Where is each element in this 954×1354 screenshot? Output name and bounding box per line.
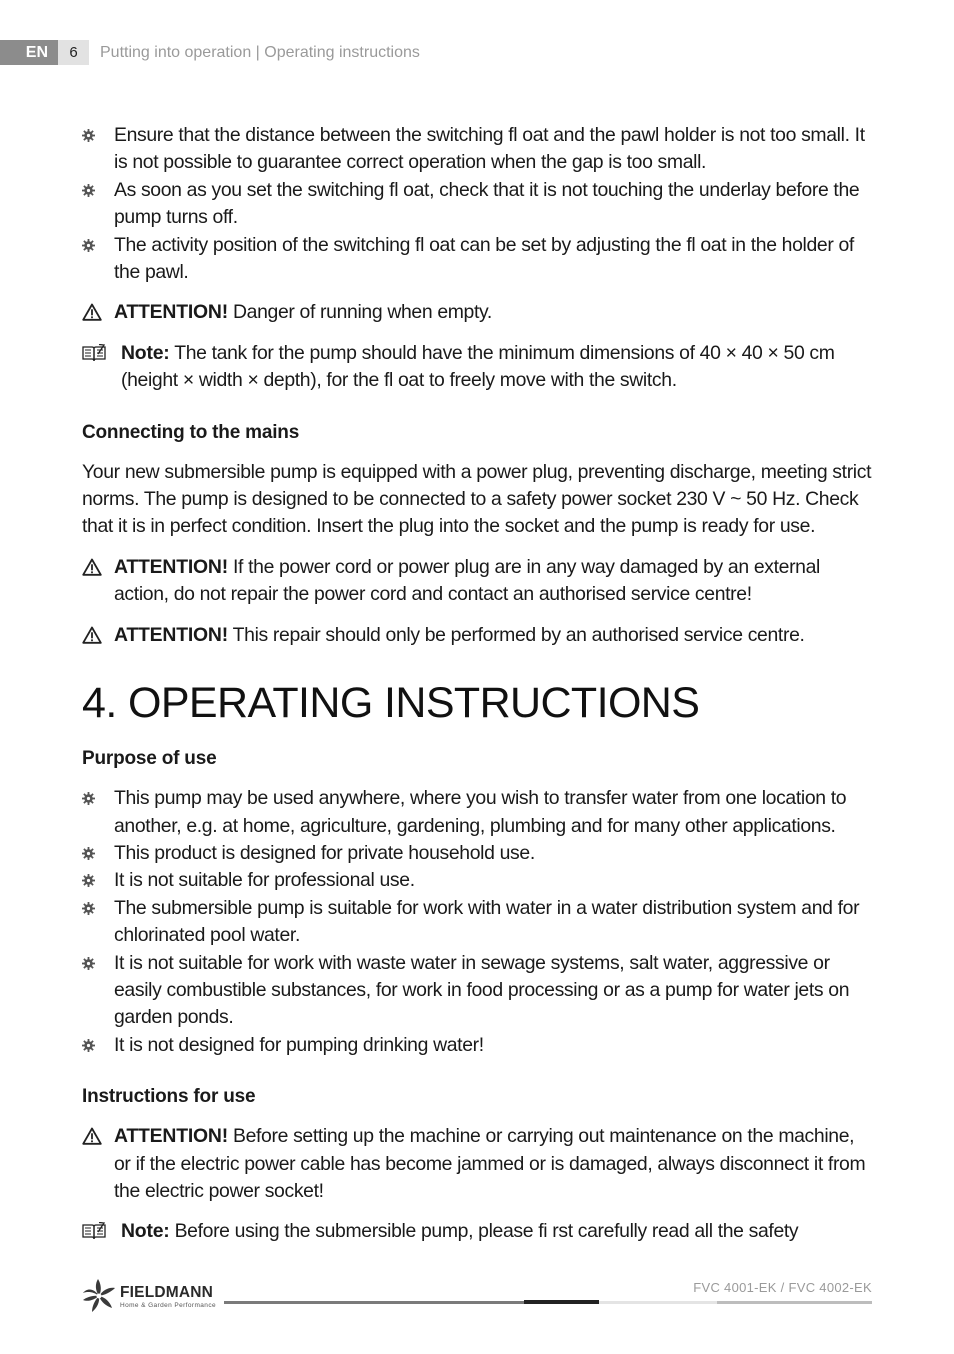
list-item	[82, 122, 874, 177]
attention-text: This repair should only be performed by an authorised service centre.	[227, 623, 805, 646]
note-book-icon	[82, 1222, 106, 1240]
attention-text: Before setting up the machine or carrying out maintenance on the machine, or if the electric power cable has become jammed or is damaged, always disconnect it from the electric power socket!	[114, 1125, 866, 1202]
list-item	[82, 867, 874, 894]
note-notice	[82, 1218, 874, 1245]
bullet-text: This pump may be used anywhere, where you wish to transfer water from one location to another, e.g. at home, agriculture, gardening, plumbing and for many other applications.	[114, 787, 847, 837]
float-bullet-list	[82, 122, 874, 286]
page-number: 6	[58, 40, 89, 65]
list-item	[82, 950, 874, 1032]
gear-bullet-icon	[82, 1039, 95, 1052]
brand-tagline: Home & Garden Performance	[120, 1302, 216, 1309]
gear-bullet-icon	[82, 239, 95, 252]
bullet-text: As soon as you set the switching fl oat, check that it is not touching the underlay before the pump turns off.	[114, 178, 860, 229]
model-number: FVC 4001-EK / FVC 4002-EK	[693, 1280, 872, 1295]
brand-name: FIELDMANN	[120, 1284, 214, 1301]
attention-notice	[82, 554, 874, 609]
list-item	[82, 895, 874, 950]
bullet-text: It is not suitable for professional use.	[114, 869, 415, 892]
list-item	[82, 177, 874, 232]
footer-rule	[717, 1301, 872, 1304]
note-text: The tank for the pump should have the minimum dimensions of 40 × 40 × 50 cm (height × width × depth), for the fl oat to freely move with the switch.	[121, 341, 835, 392]
attention-notice	[82, 299, 874, 326]
gear-bullet-icon	[82, 847, 95, 860]
fan-logo-icon	[82, 1278, 116, 1314]
warning-triangle-icon	[82, 626, 102, 644]
gear-bullet-icon	[82, 792, 95, 805]
section-heading-instructions: Instructions for use	[82, 1086, 256, 1108]
section-heading-purpose: Purpose of use	[82, 748, 217, 770]
bullet-text: It is not designed for pumping drinking water!	[114, 1033, 484, 1056]
page-content	[82, 122, 874, 1246]
list-item	[82, 840, 874, 867]
attention-text: If the power cord or power plug are in any way damaged by an external action, do not repair the power cord and contact an authorised service centre!	[114, 555, 821, 606]
note-text: Before using the submersible pump, please fi rst carefully read all the safety	[169, 1220, 799, 1243]
page-header	[0, 40, 954, 65]
purpose-bullet-list	[82, 785, 874, 1059]
attention-label: ATTENTION!	[114, 555, 228, 578]
attention-notice	[82, 1123, 874, 1205]
list-item	[82, 232, 874, 287]
note-label: Note:	[121, 1220, 170, 1243]
bullet-text: This product is designed for private household use.	[114, 841, 535, 864]
brand-logo	[82, 1276, 232, 1316]
chapter-title: 4. OPERATING INSTRUCTIONS	[82, 679, 700, 728]
warning-triangle-icon	[82, 1127, 102, 1145]
attention-text: Danger of running when empty.	[227, 301, 492, 324]
attention-label: ATTENTION!	[114, 301, 228, 324]
attention-notice	[82, 622, 874, 649]
gear-bullet-icon	[82, 129, 95, 142]
gear-bullet-icon	[82, 957, 95, 970]
attention-label: ATTENTION!	[114, 623, 228, 646]
gear-bullet-icon	[82, 184, 95, 197]
list-item	[82, 785, 874, 840]
bullet-text: The submersible pump is suitable for work with water in a water distribution system and for chlorinated pool water.	[114, 896, 860, 947]
running-title: Putting into operation | Operating instructions	[100, 44, 420, 61]
list-item	[82, 1032, 874, 1059]
note-book-icon	[82, 344, 106, 362]
bullet-text: The activity position of the switching fl oat can be set by adjusting the fl oat in the holder of the pawl.	[114, 233, 854, 284]
note-notice	[82, 340, 874, 395]
mains-paragraph: Your new submersible pump is equipped with a power plug, preventing discharge, meeting strict norms. The pump is designed to be connected to a safety power socket 230 V ~ 50 Hz. Check that it is in perfect condition. Insert the plug into the socket and the pump is ready for use.	[82, 460, 872, 538]
page-footer	[0, 1272, 954, 1322]
warning-triangle-icon	[82, 558, 102, 576]
footer-rule	[224, 1301, 524, 1304]
bullet-text: It is not suitable for work with waste water in sewage systems, salt water, aggressive or easily combustible substances, for work in food processing or as a pump for water jets on garden ponds.	[114, 951, 850, 1029]
attention-label: ATTENTION!	[114, 1125, 228, 1148]
bullet-text: Ensure that the distance between the switching fl oat and the pawl holder is not too small. It is not possible to guarantee correct operation when the gap is too small.	[114, 124, 865, 174]
warning-triangle-icon	[82, 303, 102, 321]
gear-bullet-icon	[82, 874, 95, 887]
footer-rule	[524, 1300, 599, 1304]
language-tab: EN	[0, 40, 58, 65]
footer-rule	[599, 1301, 717, 1304]
section-heading-mains: Connecting to the mains	[82, 421, 300, 443]
note-label: Note:	[121, 341, 170, 364]
gear-bullet-icon	[82, 902, 95, 915]
